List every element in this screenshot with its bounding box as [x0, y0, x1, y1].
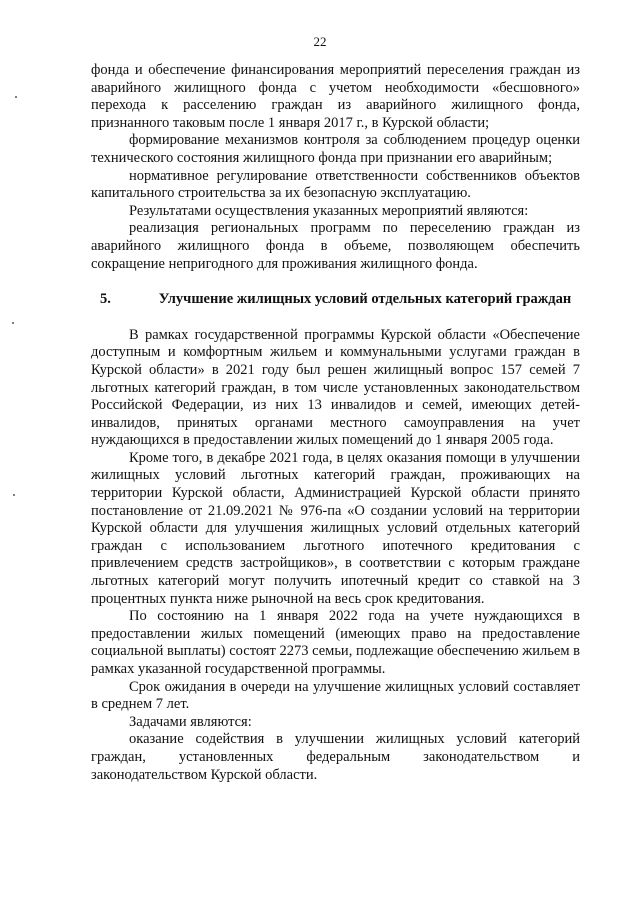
paragraph: фонда и обеспечение финансирования мероприятий переселения граждан из аварийного жилищного фонда с учетом необходимости «бесшовного» перехода к расселению граждан из аварийного жилищного фонда, признанного таковым после 1 января 2017 г., в Курской области;: [91, 62, 580, 131]
document-body: [91, 62, 580, 784]
paragraph: нормативное регулирование ответственности собственников объектов капитального строительства за их безопасную эксплуатацию.: [91, 167, 580, 202]
section-heading: [91, 291, 580, 309]
scan-artifact-dot: [12, 322, 14, 324]
page-number: 22: [313, 34, 327, 49]
section-number: 5.: [100, 291, 111, 308]
paragraph: реализация региональных программ по переселению граждан из аварийного жилищного фонда в объеме, позволяющем обеспечить сокращение непригодного для проживания жилищного фонда.: [91, 220, 580, 272]
paragraph: оказание содействия в улучшении жилищных условий категорий граждан, установленных федеральным законодательством и законодательством Курской области.: [91, 731, 580, 783]
paragraph: В рамках государственной программы Курской области «Обеспечение доступным и комфортным жильем и коммунальными услугами граждан в Курской области» в 2021 году был решен жилищный вопрос 157 семей 7 льготных категорий граждан, в том числе установленных законодательством Российской Федерации, из них 13 инвалидов и семей, имеющих детей-инвалидов, принятых органами местного самоуправления на учет нуждающихся в предоставлении жилых помещений до 1 января 2005 года.: [91, 326, 580, 449]
paragraph: По состоянию на 1 января 2022 года на учете нуждающихся в предоставлении жилых помещений (имеющих право на предоставление социальной выплаты) состоят 2273 семьи, подлежащие обеспечению жильем в рамках указанной государственной программы.: [91, 608, 580, 677]
scan-artifact-dot: [13, 494, 15, 496]
paragraph: формирование механизмов контроля за соблюдением процедур оценки технического состояния жилищного фонда при признании его аварийным;: [91, 132, 580, 166]
paragraph: Результатами осуществления указанных мероприятий являются:: [129, 202, 529, 219]
section-title: Улучшение жилищных условий отдельных категорий граждан: [158, 291, 572, 308]
paragraph: Кроме того, в декабре 2021 года, в целях оказания помощи в улучшении жилищных условий льготных категорий граждан, проживающих на территории Курской области, Администрацией Курской области принято постановление от 21.09.2021 № 976-па «О создании условий на территории Курской области для улучшения жилищных условий отдельных категорий граждан с использованием льготного ипотечного кредитования с привлечением средств застройщиков», в соответствии с которым граждане льготных категорий могут получить ипотечный кредит со ставкой на 3 процентных пункта ниже рыночной на весь срок кредитования.: [91, 449, 580, 607]
paragraph: Срок ожидания в очереди на улучшение жилищных условий составляет в среднем 7 лет.: [91, 678, 580, 713]
scan-artifact-dot: [15, 96, 17, 98]
paragraph: Задачами являются:: [129, 713, 252, 730]
